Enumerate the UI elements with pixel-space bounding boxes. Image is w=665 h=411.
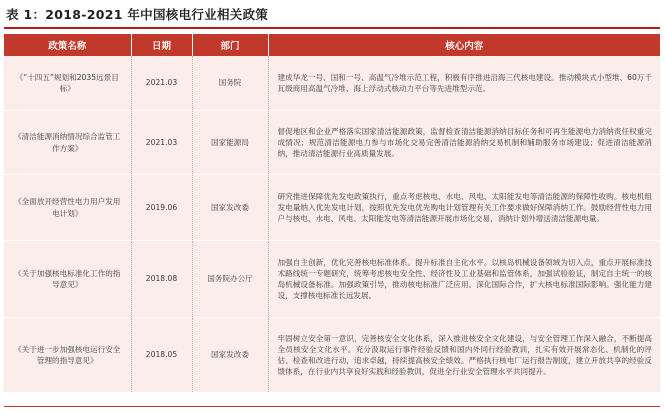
header-core-content: 核心内容 xyxy=(268,34,660,56)
department-cell: 国家能源局 xyxy=(192,111,268,175)
bottom-divider xyxy=(4,406,660,407)
department-cell: 国务院 xyxy=(192,56,268,111)
header-date: 日期 xyxy=(131,34,192,56)
table-row xyxy=(4,56,660,111)
policy-name-cell: 《关于加强核电标准化工作的指导意见》 xyxy=(4,241,131,318)
table-row xyxy=(4,111,660,175)
content-cell: 牢固树立安全第一意识，完善核安全文化体系，深入推进核安全文化建设，与安全管理工作深入融合，不断提高全员核安全文化水平。充分汲取运行事件经验反馈和国内外同行经验教训，扎实有效开展常态化、机制化的评估、检查和改进行动，追求卓越，持续提高核安全绩效。严格执行核电厂运行报告制度，建立开放共享的经验反馈体系，在行业内共享良好实践和经验教训，促进全行业安全管理水平共同提升。 xyxy=(268,318,660,393)
department-cell: 国务院办公厅 xyxy=(192,241,268,318)
policy-name-cell: 《关于进一步加强核电运行安全管理的指导意见》 xyxy=(4,318,131,393)
policy-name-cell: 《全面放开经营性电力用户发用电计划》 xyxy=(4,175,131,241)
content-cell: 加强自主创新，优化完善核电标准体系。提升标准自主化水平。以核岛机械设备领域为切入点，重点开展标准技术路线统一专题研究，统筹考虑核电安全性、经济性及工业基础和监管体系，加强试验验证，制定自主统一的核岛机械设备标准。加强政策引导，推动核电标准广泛应用。深化国际合作，扩大核电标准国际影响。强化能力建设，支撑核电标准长远发展。 xyxy=(268,241,660,318)
table-row xyxy=(4,175,660,241)
policy-name-cell: 《清洁能源消纳情况综合监管工作方案》 xyxy=(4,111,131,175)
table-row xyxy=(4,318,660,393)
content-cell: 督促地区和企业严格落实国家清洁能源政策，监督检查清洁能源消纳目标任务和可再生能源电力消纳责任权重完成情况；规范清洁能源电力参与市场化交易完善清洁能源消纳交易机制和辅助服务市场建设；促进清洁能源消纳，推动清洁能源行业高质量发展。 xyxy=(268,111,660,175)
policy-name-cell: 《“十四五”规划和2035远景目标》 xyxy=(4,56,131,111)
department-cell: 国家发改委 xyxy=(192,175,268,241)
table-title: 表 1：2018-2021 年中国核电行业相关政策 xyxy=(6,7,269,22)
content-cell: 研究推进保障优先发电政策执行，重点考虑核电、水电、风电、太阳能发电等清洁能源的保障性收购。核电机组发电量纳入优先发电计划，按照优先发电优先购电计划管理有关工作要求做好保障消纳工作。鼓励经营性电力用户与核电、水电、风电、太阳能发电等清洁能源开展市场化交易，消纳计划外增送清洁能源电量。 xyxy=(268,175,660,241)
header-department: 部门 xyxy=(192,34,268,56)
table-body xyxy=(4,56,660,393)
department-cell: 国家发改委 xyxy=(192,318,268,393)
title-divider xyxy=(4,27,660,29)
header-policy-name: 政策名称 xyxy=(4,34,131,56)
policy-table xyxy=(4,34,660,393)
table-row xyxy=(4,241,660,318)
date-cell: 2018.08 xyxy=(131,241,192,318)
date-cell: 2021.03 xyxy=(131,56,192,111)
content-cell: 建成华龙一号、国和一号、高温气冷堆示范工程，积极有序推进沿海三代核电建设。推动模块式小型堆、60万千瓦级商用高温气冷堆、海上浮动式核动力平台等先进堆型示范。 xyxy=(268,56,660,111)
header-row xyxy=(4,34,660,56)
date-cell: 2018.05 xyxy=(131,318,192,393)
date-cell: 2021.03 xyxy=(131,111,192,175)
table-header xyxy=(4,34,660,56)
date-cell: 2019.06 xyxy=(131,175,192,241)
